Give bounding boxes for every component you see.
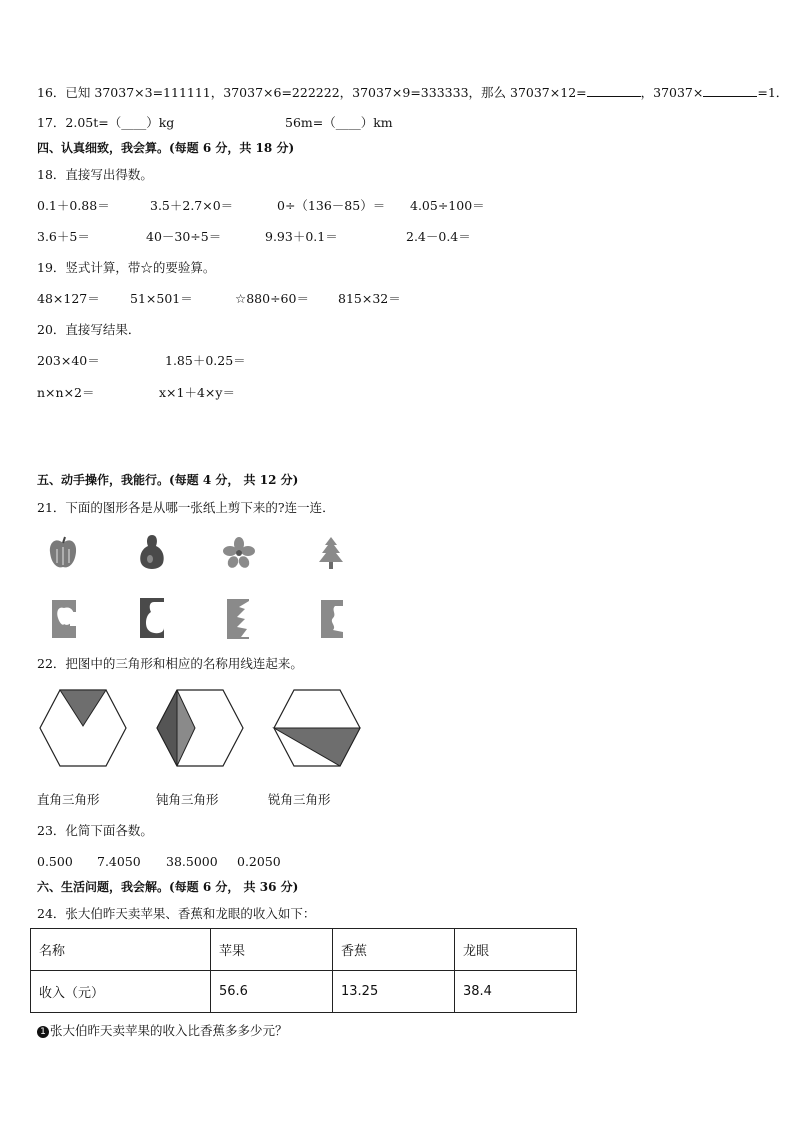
- q18-title: 18．直接写出得数。: [37, 167, 153, 182]
- question-16: [37, 84, 788, 101]
- table-header-cell: 苹果: [211, 929, 333, 971]
- q19-title: 19．竖式计算，带☆的要验算。: [37, 260, 216, 275]
- q19-c1: 48×127＝: [37, 291, 100, 306]
- table-cell: 收入（元）: [31, 971, 211, 1013]
- q24-subquestion-1: [37, 1023, 288, 1039]
- income-table: [30, 928, 577, 1013]
- q18-r1-c3: 0÷（136－85）＝: [277, 198, 386, 213]
- q20-r1-c1: 203×40＝: [37, 353, 100, 368]
- q16-text-c: =1．: [757, 85, 789, 100]
- q18-r1-c2: 3.5＋2.7×0＝: [150, 198, 234, 213]
- q16-text-a: 16．已知 37037×3=111111，37037×6=222222，37037×9=333333，那么 37037×12=: [37, 85, 587, 100]
- q16-answer-blank-2[interactable]: [703, 84, 757, 97]
- q18-r1-c1: 0.1＋0.88＝: [37, 198, 110, 213]
- cut-paper-3-icon[interactable]: [225, 597, 253, 641]
- hexagon-figure-3[interactable]: [272, 688, 362, 768]
- q24-title: 24．张大伯昨天卖苹果、香蕉和龙眼的收入如下：: [37, 906, 316, 921]
- circled-number-icon: 1: [37, 1026, 49, 1038]
- q20-r2-c2: x×1＋4×y＝: [159, 385, 235, 400]
- q18-r2-c3: 9.93＋0.1＝: [265, 229, 338, 244]
- q17-left: 17．2.05t=（____）kg: [37, 115, 175, 130]
- section-5-title: 五、动手操作，我能行。(每题 4 分， 共 12 分): [37, 473, 299, 487]
- q19-c3: ☆880÷60＝: [235, 291, 309, 306]
- q20-r2-c1: n×n×2＝: [37, 385, 95, 400]
- section-4-title: 四、认真细致，我会算。(每题 6 分，共 18 分): [37, 141, 295, 155]
- q23-title: 23．化简下面各数。: [37, 823, 153, 838]
- table-header-cell: 龙眼: [455, 929, 577, 971]
- table-header-cell: 香蕉: [333, 929, 455, 971]
- q16-text-b: ，37037×: [640, 85, 704, 100]
- table-header-row: [31, 929, 577, 971]
- label-acute-triangle[interactable]: 锐角三角形: [268, 792, 331, 807]
- label-obtuse-triangle[interactable]: 钝角三角形: [156, 792, 219, 807]
- table-cell: 56.6: [211, 971, 333, 1013]
- section-6-title: 六、生活问题，我会解。(每题 6 分， 共 36 分): [37, 880, 299, 894]
- table-cell: 13.25: [333, 971, 455, 1013]
- q18-r2-c4: 2.4－0.4＝: [406, 229, 471, 244]
- q24-sub1-text: 张大伯昨天卖苹果的收入比香蕉多多少元？: [50, 1023, 288, 1038]
- q23-num-1: 0.500: [37, 854, 73, 869]
- apple-shape-icon[interactable]: [48, 535, 78, 571]
- q23-num-2: 7.4050: [97, 854, 141, 869]
- q16-answer-blank-1[interactable]: [587, 84, 641, 97]
- q23-num-3: 38.5000: [166, 854, 218, 869]
- q20-title: 20．直接写结果．: [37, 322, 141, 337]
- table-row: [31, 971, 577, 1013]
- q18-r1-c4: 4.05÷100＝: [410, 198, 485, 213]
- cut-paper-4-icon[interactable]: [317, 598, 347, 640]
- q19-c4: 815×32＝: [338, 291, 401, 306]
- q22-title: 22．把图中的三角形和相应的名称用线连起来。: [37, 656, 303, 671]
- q17-right: 56m=（____）km: [285, 115, 393, 130]
- table-header-cell: 名称: [31, 929, 211, 971]
- label-right-triangle[interactable]: 直角三角形: [37, 792, 100, 807]
- flower-shape-icon[interactable]: [222, 536, 256, 570]
- q20-r1-c2: 1.85＋0.25＝: [165, 353, 246, 368]
- cut-paper-2-icon[interactable]: [138, 596, 166, 640]
- q18-r2-c1: 3.6＋5＝: [37, 229, 90, 244]
- q23-num-4: 0.2050: [237, 854, 281, 869]
- pine-tree-shape-icon[interactable]: [316, 535, 346, 571]
- q18-r2-c2: 40－30÷5＝: [146, 229, 222, 244]
- gourd-shape-icon[interactable]: [138, 533, 166, 573]
- hexagon-figure-2[interactable]: [155, 688, 245, 768]
- table-cell: 38.4: [455, 971, 577, 1013]
- q21-title: 21．下面的图形各是从哪一张纸上剪下来的?连一连．: [37, 500, 335, 515]
- q19-c2: 51×501＝: [130, 291, 193, 306]
- cut-paper-1-icon[interactable]: [50, 598, 78, 640]
- hexagon-figure-1[interactable]: [38, 688, 128, 768]
